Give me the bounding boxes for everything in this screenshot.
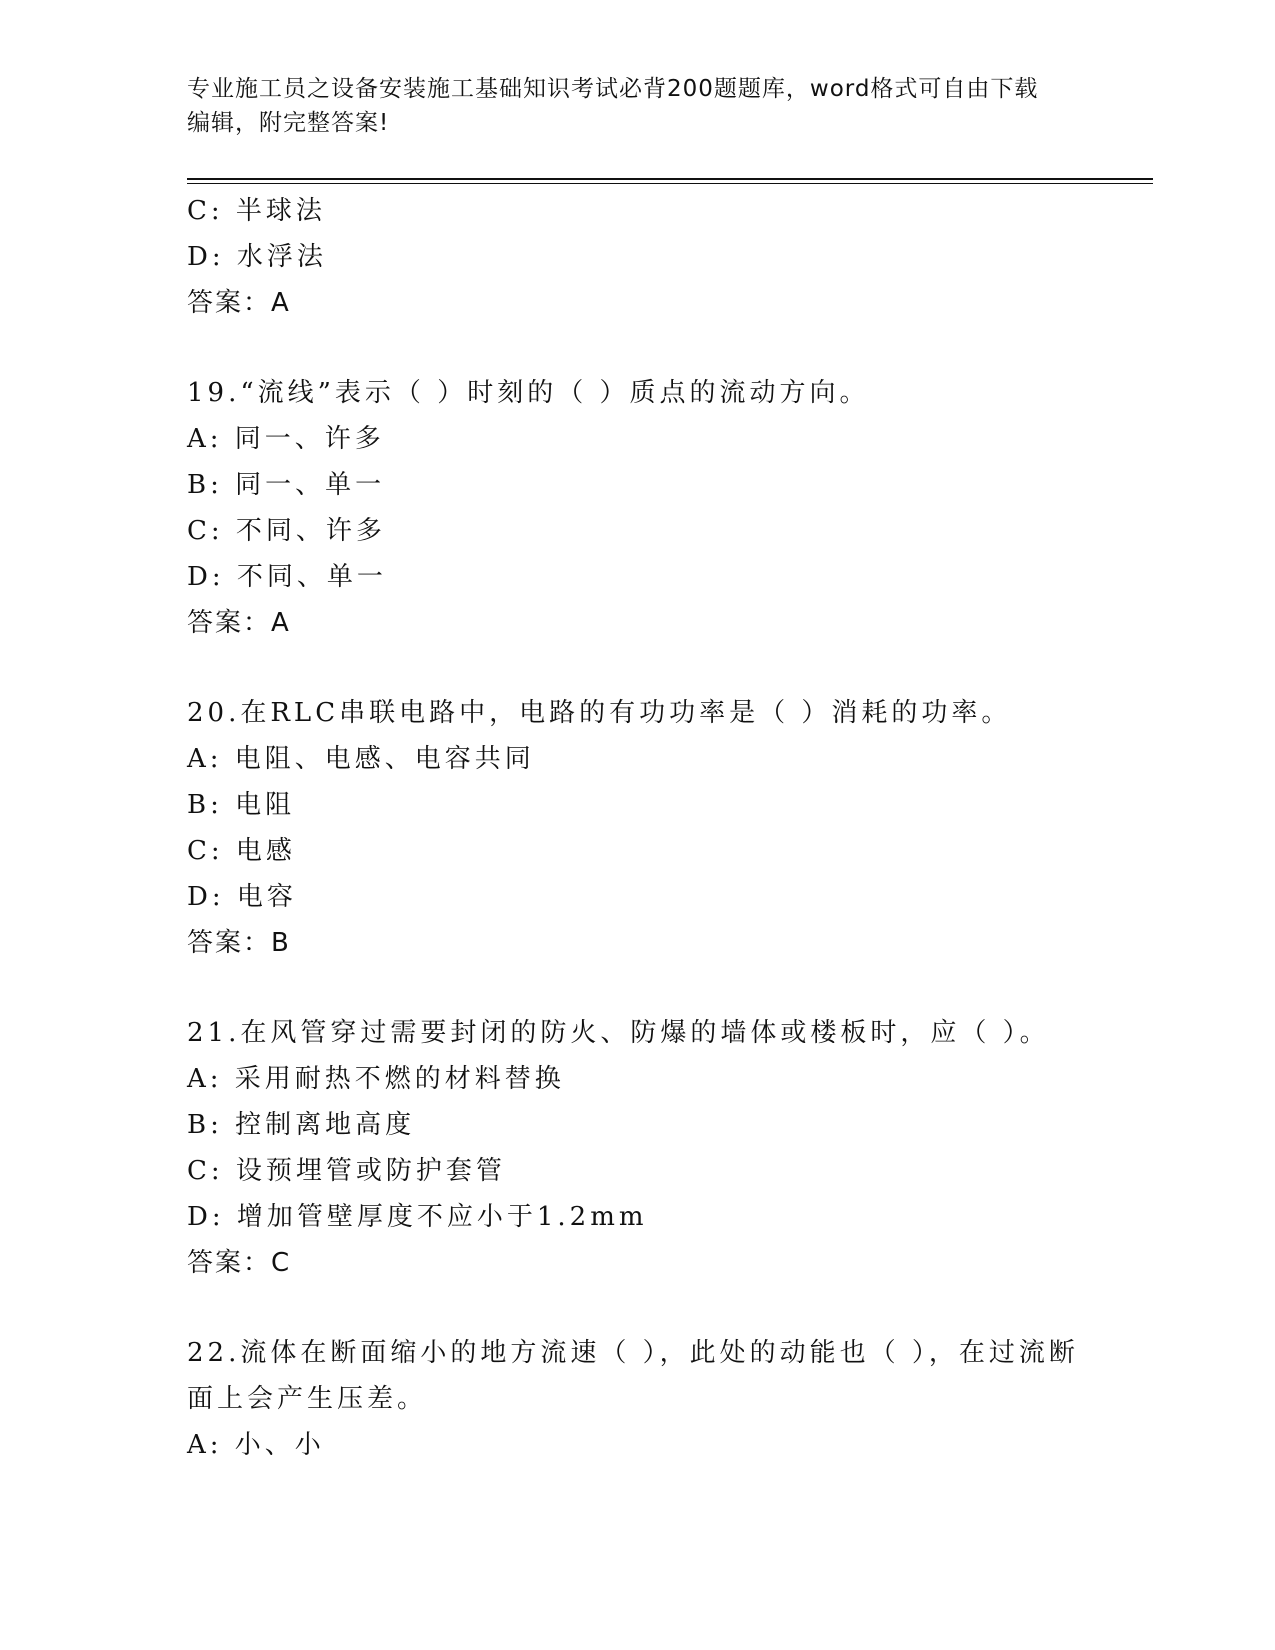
- header-line-2: 编辑，附完整答案!: [187, 110, 390, 136]
- option-d: D: 水浮法: [187, 242, 327, 272]
- question-text-line-1: 22.流体在断面缩小的地方流速（ ），此处的动能也（ ），在过流断: [187, 1338, 1079, 1368]
- option-a: A: 采用耐热不燃的材料替换: [187, 1064, 565, 1094]
- option-a: A: 同一、许多: [187, 424, 385, 454]
- header-rule-thin: [187, 183, 1153, 184]
- answer: 答案：C: [187, 1248, 292, 1278]
- option-c: C: 电感: [187, 836, 296, 866]
- question-19: [187, 370, 1087, 646]
- question-22: [187, 1330, 1087, 1468]
- question-text: 20.在RLC串联电路中，电路的有功功率是（ ）消耗的功率。: [187, 698, 1012, 728]
- option-b: B: 同一、单一: [187, 470, 386, 500]
- option-c: C: 设预埋管或防护套管: [187, 1156, 506, 1186]
- question-18-continued: [187, 188, 1087, 326]
- question-text: 19.“流线”表示（ ）时刻的（ ）质点的流动方向。: [187, 378, 870, 408]
- question-text-line-2: 面上会产生压差。: [187, 1384, 428, 1414]
- question-20: [187, 690, 1087, 966]
- option-c: C: 半球法: [187, 196, 326, 226]
- header-line-1: 专业施工员之设备安装施工基础知识考试必背200题题库，word格式可自由下载: [187, 76, 1039, 102]
- option-d: D: 不同、单一: [187, 562, 387, 592]
- answer: 答案：A: [187, 608, 291, 638]
- option-d: D: 增加管壁厚度不应小于1.2mm: [187, 1202, 648, 1232]
- option-b: B: 电阻: [187, 790, 296, 820]
- document-body: [187, 188, 1087, 1468]
- document-header: [187, 72, 1087, 140]
- answer: 答案：A: [187, 288, 291, 318]
- option-c: C: 不同、许多: [187, 516, 386, 546]
- question-21: [187, 1010, 1087, 1286]
- header-rule-thick: [187, 178, 1153, 180]
- question-text: 21.在风管穿过需要封闭的防火、防爆的墙体或楼板时，应（ ）。: [187, 1018, 1050, 1048]
- answer: 答案：B: [187, 928, 291, 958]
- option-a: A: 电阻、电感、电容共同: [187, 744, 535, 774]
- option-d: D: 电容: [187, 882, 297, 912]
- option-a: A: 小、小: [187, 1430, 325, 1460]
- option-b: B: 控制离地高度: [187, 1110, 416, 1140]
